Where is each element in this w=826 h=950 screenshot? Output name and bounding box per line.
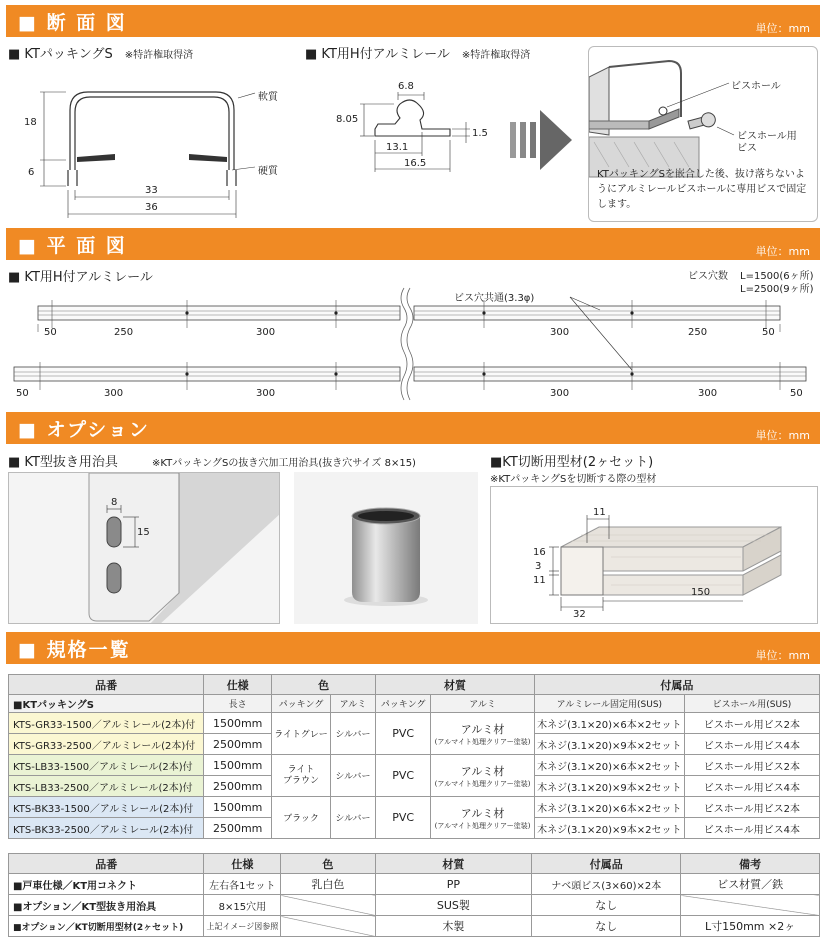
packing-title: ■ KTパッキングS ※特許権取得済: [8, 47, 194, 62]
length: 2500mm: [204, 818, 272, 839]
bis-screw: ビスホール用ビス2本: [684, 713, 819, 734]
plan-r1-dim: 50: [44, 327, 57, 338]
dim-6-8: 6.8: [398, 81, 414, 92]
sub-header-rail-screw: アルミレール固定用(SUS): [534, 695, 684, 713]
plan-rails: [0, 0, 826, 420]
plan-r2-dim: 300: [104, 388, 124, 399]
part-number: ■オプション／KT切断用型材(2ヶセット): [9, 916, 204, 937]
plan-r1-dim: 250: [688, 327, 708, 338]
spec-table-packing: [8, 674, 820, 839]
length: 2500mm: [204, 776, 272, 797]
rail-title: ■ KT用H付アルミレール ※特許権取得済: [305, 47, 531, 62]
note: ビス材質／鉄: [681, 874, 820, 895]
plan-r1-dim: 300: [550, 327, 570, 338]
hole-count-2500: L=2500(9ヶ所): [740, 284, 814, 295]
bis-screw: ビスホール用ビス2本: [684, 755, 819, 776]
part-number: KTS-GR33-1500／アルミレール(2本)付: [9, 713, 204, 734]
length: 1500mm: [204, 713, 272, 734]
cut-title: ■KT切断用型材(2ヶセット): [490, 455, 654, 470]
assembly-description: KTパッキングSを嵌合した後、抜け落ちないようにアルミレールビスホールに専用ビスで固定します。: [597, 169, 807, 210]
section-title: ■ オプション: [18, 419, 150, 441]
note-empty: [681, 895, 820, 916]
header-material: 材質: [376, 675, 535, 695]
table-row: [9, 755, 820, 776]
rail-screw: 木ネジ(3.1×20)×9本×2セット: [534, 776, 684, 797]
packing-color: ライトグレー: [272, 713, 331, 755]
length: 1500mm: [204, 755, 272, 776]
rail-screw: 木ネジ(3.1×20)×6本×2セット: [534, 713, 684, 734]
section-header-option: [6, 412, 820, 444]
cut-dim-150: 150: [691, 587, 711, 598]
unit-label: 単位：mm: [755, 429, 810, 442]
packing-material: PVC: [376, 755, 431, 797]
part-number: ■戸車仕様／KT用コネクト: [9, 874, 204, 895]
note: L寸150mm ×2ヶ: [681, 916, 820, 937]
header-part-number: 品番: [9, 854, 204, 874]
header-material: 材質: [375, 854, 532, 874]
bis-screw: ビスホール用ビス4本: [684, 734, 819, 755]
header-part-number: 品番: [9, 675, 204, 695]
alu-material: アルミ材 (アルマイト処理クリアー塗装): [431, 713, 535, 755]
plan-r2-dim: 300: [698, 388, 718, 399]
bis-screw: ビスホール用ビス4本: [684, 776, 819, 797]
header-spec: 仕様: [204, 675, 272, 695]
cut-dim-11b: 11: [533, 575, 546, 586]
part-number: ■オプション／KT型抜き用治具: [9, 895, 204, 916]
punch-title: ■ KT型抜き用治具: [8, 455, 118, 470]
part-number: KTS-LB33-2500／アルミレール(2本)付: [9, 776, 204, 797]
cut-dim-3: 3: [535, 561, 542, 572]
part-number: KTS-BK33-1500／アルミレール(2本)付: [9, 797, 204, 818]
cut-dim-16: 16: [533, 547, 546, 558]
color-empty: [281, 916, 375, 937]
unit-label: 単位：mm: [755, 245, 810, 258]
sub-header-product: ■KTパッキングS: [9, 695, 204, 713]
punch-note: ※KTパッキングSの抜き穴加工用治具(抜き穴サイズ 8×15): [152, 458, 416, 469]
material: PP: [375, 874, 532, 895]
section-title: ■ 規格一覧: [18, 639, 131, 661]
rail-screw: 木ネジ(3.1×20)×9本×2セット: [534, 818, 684, 839]
spec-table-options: [8, 853, 820, 937]
accessory: なし: [532, 895, 681, 916]
unit-label: 単位：mm: [755, 649, 810, 662]
dim-16-5: 16.5: [404, 158, 427, 169]
table-row: [9, 797, 820, 818]
dim-13-1: 13.1: [386, 142, 409, 153]
spec: 左右各1セット: [204, 874, 281, 895]
header-color: 色: [281, 854, 375, 874]
hole-count-label: ビス穴数: [688, 271, 728, 282]
dim-8-05: 8.05: [336, 114, 359, 125]
color-empty: [281, 895, 375, 916]
hole-note: ビス穴共通(3.3φ): [454, 293, 535, 304]
material: SUS製: [375, 895, 532, 916]
dim-36: 36: [145, 202, 158, 213]
plan-r1-dim: 50: [762, 327, 775, 338]
plan-r2-dim: 50: [16, 388, 29, 399]
header-spec: 仕様: [204, 854, 281, 874]
accessory: ナベ頭ビス(3×60)×2本: [532, 874, 681, 895]
section-title: ■ 断 面 図: [18, 12, 127, 34]
alu-material: アルミ材 (アルマイト処理クリアー塗装): [431, 755, 535, 797]
plan-r2-dim: 50: [790, 388, 803, 399]
header-accessory: 付属品: [534, 675, 819, 695]
rail-screw: 木ネジ(3.1×20)×6本×2セット: [534, 797, 684, 818]
dim-18: 18: [24, 117, 37, 128]
sub-header-packing-color: パッキング: [272, 695, 331, 713]
plan-r2-dim: 300: [256, 388, 276, 399]
hole-count-1500: L=1500(6ヶ所): [740, 271, 814, 282]
table-row: [9, 895, 820, 916]
sub-header-bis: ビスホール用(SUS): [684, 695, 819, 713]
packing-color: ライト ブラウン: [272, 755, 331, 797]
bis-screw-label: ビスホール用 ビス: [737, 131, 797, 154]
table-row: [9, 874, 820, 895]
table-row: [9, 916, 820, 937]
material: 木製: [375, 916, 532, 937]
alu-color: シルバー: [330, 713, 375, 755]
dim-1-5: 1.5: [472, 128, 488, 139]
section-header-spec: [6, 632, 820, 664]
plan-r2-dim: 300: [550, 388, 570, 399]
header-accessory: 付属品: [532, 854, 681, 874]
alu-color: シルバー: [330, 797, 375, 839]
bis-screw: ビスホール用ビス4本: [684, 818, 819, 839]
alu-material: アルミ材 (アルマイト処理クリアー塗装): [431, 797, 535, 839]
soft-label: 軟質: [258, 92, 278, 103]
bis-hole-label: ビスホール: [731, 81, 781, 92]
punch-illustration: [8, 472, 280, 624]
part-number: KTS-BK33-2500／アルミレール(2本)付: [9, 818, 204, 839]
dim-33: 33: [145, 185, 158, 196]
cut-dim-32: 32: [573, 609, 586, 620]
cut-illustration: [490, 486, 818, 624]
hard-label: 硬質: [258, 166, 278, 177]
plan-r1-dim: 250: [114, 327, 134, 338]
accessory: なし: [532, 916, 681, 937]
alu-color: シルバー: [330, 755, 375, 797]
punch-dim-15: 15: [137, 527, 150, 538]
packing-material: PVC: [376, 797, 431, 839]
sub-header-length: 長さ: [204, 695, 272, 713]
spec: 8×15穴用: [204, 895, 281, 916]
color: 乳白色: [281, 874, 375, 895]
packing-material: PVC: [376, 713, 431, 755]
plan-rail-title: ■ KT用H付アルミレール: [8, 270, 153, 285]
punch-dim-8: 8: [111, 497, 118, 508]
punch-photo: [294, 472, 478, 624]
length: 1500mm: [204, 797, 272, 818]
part-number: KTS-GR33-2500／アルミレール(2本)付: [9, 734, 204, 755]
spec: 上記イメージ図参照: [204, 916, 281, 937]
header-color: 色: [272, 675, 376, 695]
packing-color: ブラック: [272, 797, 331, 839]
unit-label: 単位：mm: [755, 22, 810, 35]
rail-screw: 木ネジ(3.1×20)×6本×2セット: [534, 755, 684, 776]
rail-screw: 木ネジ(3.1×20)×9本×2セット: [534, 734, 684, 755]
length: 2500mm: [204, 734, 272, 755]
dim-6: 6: [28, 167, 35, 178]
table-row: [9, 713, 820, 734]
section-title: ■ 平 面 図: [18, 235, 127, 257]
plan-r1-dim: 300: [256, 327, 276, 338]
sub-header-alu-color: アルミ: [330, 695, 375, 713]
sub-header-packing-mat: パッキング: [376, 695, 431, 713]
header-note: 備考: [681, 854, 820, 874]
sub-header-alu-mat: アルミ: [431, 695, 535, 713]
cut-note: ※KTパッキングSを切断する際の型材: [490, 474, 657, 485]
bis-screw: ビスホール用ビス2本: [684, 797, 819, 818]
part-number: KTS-LB33-1500／アルミレール(2本)付: [9, 755, 204, 776]
cut-dim-11: 11: [593, 507, 606, 518]
